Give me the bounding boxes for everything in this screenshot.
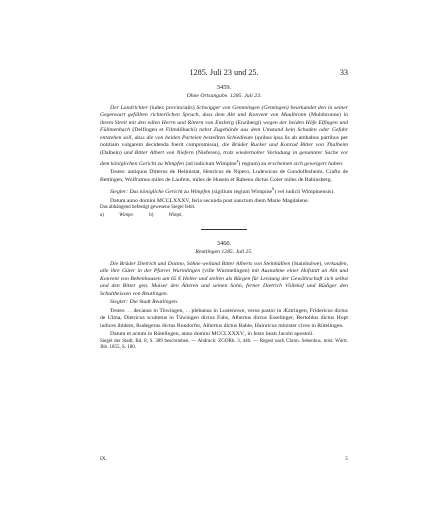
seal-note: Siegel der Stadt, Bd. 8, S. 389 beschrieben. — Abdruck: ZGORh. 3, 446. — Regest nach Chron. Sebenhus. mist. Württ. Jhb. 1855, S. 180.	[100, 338, 348, 350]
page-footer	[100, 456, 348, 464]
text-run: Der Landrichter	[110, 104, 148, 111]
text-run: b)	[148, 212, 155, 218]
regest-paragraph	[100, 105, 348, 169]
text-run: verkaufen, alle ihre Güter in der Pfarrei Wurmlingen	[100, 260, 348, 275]
text-run: und Bitter Albert von Niefern	[124, 149, 194, 156]
text-run: trotz wiederholter Vorladung in genannter Sache vor dem königlichen Gericht zu Wimpfen	[100, 149, 349, 167]
text-run: mit Ausnahme einer Hofstatt an Abt und Konvent von Bebenhausen um 65 € Heller und stellen als Bürgen für Leistung der Gewährschaft sich selbst und den Bitter gen. Maiser den Älteren und seinen Sohn, ferner Dietrich Völlekof und Rüdiger den Schultheissen von Reutlingen.	[100, 268, 349, 297]
text-run: wegen der beiden Höfe Elfingen und Füllmenbach	[100, 119, 349, 133]
sheet-number: 5	[345, 456, 348, 462]
text-run: Schwigger von Gemmingen (Gemingen) beurkundet den in seiner Gegenwart gefällten richterlichen Spruch, dass dem Abt und Konvent von Maulbronn	[100, 104, 348, 118]
text-run: Wimpi.	[168, 212, 183, 218]
text-run: (ad iudicium Wimpine	[184, 160, 237, 167]
text-run: ) regium)	[238, 160, 262, 167]
text-run: (Delfingen et Filmdilbachi)	[130, 127, 200, 133]
document-header: Ohne Ortsangabe. 1285. Juli 23.	[186, 93, 262, 99]
text-run: Das königliche Gericht zu Wimpfen	[128, 189, 211, 196]
document-number: 3460.	[216, 240, 232, 248]
datum-paragraph: Datum anno domini MCCLXXXV, feria secunda post sanctum diem Marie Magdalene.	[110, 197, 309, 204]
text-run: Wimpe.	[119, 212, 134, 218]
text-run: (Enzibergi)	[233, 119, 264, 126]
footnotes	[100, 213, 348, 219]
page-content	[100, 84, 348, 351]
text-run: ) vel iudicii Wimpinensis).	[274, 189, 335, 196]
text-run: Die Stadt Reutlingen.	[128, 299, 179, 306]
text-run: Die Brüder Dietrich und Dozmo, Söhne weiland Bitter Alberts von Steinhülben	[110, 260, 291, 267]
text-run: (Nieferen),	[193, 149, 224, 156]
text-run: zu erscheinen sich geweigert haben.	[261, 160, 344, 167]
text-run: b	[272, 186, 275, 192]
text-run: nebst Zugehörde aus dem Umstand kein Schaden oder Gefahr entstehen soll, dass die von beiden Parteien bestellten Schiedleute	[100, 127, 348, 141]
testes-paragraph: Testes: antiquus Ditterus de Helmistat, Henricus de Nipero, Ludewicus de Gundolfesheim, Crafto de Bettingen, Wolframus miles de Laufein, miles de Husein et Rabeno dictus Goler miles de Rabinsberg.	[100, 169, 348, 183]
text-run: in ihrem Streit mit den edlen Herrn und Rittern von Enzberg	[100, 112, 348, 126]
document-divider	[201, 229, 247, 230]
document-number: 3459.	[216, 84, 232, 91]
text-run: (sigillum regium Wimpine	[210, 189, 273, 196]
running-head	[100, 68, 348, 80]
siegler-paragraph	[100, 185, 348, 196]
document-header: Reutlingen 1285. Juli 25.	[195, 249, 253, 256]
text-run: (iudex provincialis)	[147, 104, 197, 111]
running-head-title: 1285. Juli 23 und 25.	[189, 68, 259, 77]
text-run: (Mulnbrunne)	[306, 112, 344, 118]
text-run: a	[236, 158, 239, 163]
document-3460	[100, 240, 348, 351]
page-number: 33	[339, 68, 348, 77]
text-run: Siegler:	[110, 189, 129, 196]
siegler-paragraph	[100, 299, 348, 307]
regest-paragraph	[100, 261, 348, 299]
text-run: a)	[100, 212, 106, 218]
seal-note: Das abhängend befestigt gewesene Siegel fehlt.	[100, 205, 196, 211]
text-run: (quibus ipsa lis ab ambabus partibus per notitiam vulgarem decidenda foerit compromissa),	[100, 134, 348, 148]
text-run: die Brüder Rucker und Konrad Bitter von Thalheim	[222, 142, 349, 148]
signature-mark: IX.	[100, 456, 108, 462]
text-run: Siegler:	[110, 299, 129, 306]
testes-paragraph: Testes: . . decanus in Tüwingen, . . plebanus in Lustenowe, verus pastor in Æztringen, Fridericus dictus de Ulma, Dietricus scultetus in Tüwingen dictus Fuhs, Albertus dictus Esselinger, Bertoldus dictus Hopt iudices ibidem, Rudegerus dictus Bondorfer, Albertus dictus Bahte, Hainricus minister cives in Rütelingen.	[100, 307, 348, 329]
text-run: (Stainhulwe),	[290, 260, 325, 267]
datum-paragraph: Datum et actum in Rütelingen, anno domini MCCLXXXV., in festo beati Jacobi apostoli.	[110, 331, 314, 338]
text-run: (ville Wurmelingen)	[200, 268, 252, 275]
document-3459	[100, 84, 348, 219]
text-run: (Dalhein)	[100, 149, 124, 156]
